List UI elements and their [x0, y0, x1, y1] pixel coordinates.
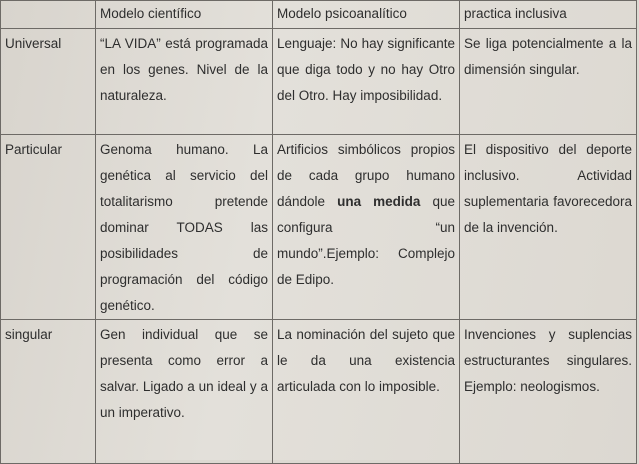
- cell-text-before: Artificios simbólicos propios de cada grupo humano dándole: [277, 142, 455, 209]
- table-row: [1, 135, 637, 320]
- header-modelo-psicoanalitico: Modelo psicoanalítico: [273, 1, 460, 29]
- header-modelo-cientifico: Modelo científico: [96, 1, 273, 29]
- header-row: [1, 1, 637, 29]
- row-label-particular: Particular: [1, 135, 96, 320]
- cell-singular-inclusiva: Invenciones y suplencias estructurantes singulares. Ejemplo: neologismos.: [460, 320, 637, 464]
- cell-singular-cientifico: Gen individual que se presenta como error a salvar. Ligado a un ideal y a un imperativo.: [96, 320, 273, 464]
- cell-text-after: que configura “un mundo”.Ejemplo: Complejo de Edipo.: [277, 194, 455, 287]
- bold-emphasis: una medida: [337, 194, 421, 209]
- header-practica-inclusiva: practica inclusiva: [460, 1, 637, 29]
- cell-universal-psicoanalitico: Lenguaje: No hay significante que diga todo y no hay Otro del Otro. Hay imposibilidad.: [273, 29, 460, 135]
- cell-particular-inclusiva: El dispositivo del deporte inclusivo. Actividad suplementaria favorecedora de la invención.: [460, 135, 637, 320]
- cell-universal-inclusiva: Se liga potencialmente a la dimensión singular.: [460, 29, 637, 135]
- cell-particular-cientifico: Genoma humano. La genética al servicio del totalitarismo pretende dominar TODAS las posibilidades de programación del código genético.: [96, 135, 273, 320]
- corner-cell: [1, 1, 96, 29]
- cell-universal-cientifico: “LA VIDA” está programada en los genes. Nivel de la naturaleza.: [96, 29, 273, 135]
- row-label-universal: Universal: [1, 29, 96, 135]
- cell-singular-psicoanalitico: La nominación del sujeto que le da una existencia articulada con lo imposible.: [273, 320, 460, 464]
- row-label-singular: singular: [1, 320, 96, 464]
- table-row: [1, 320, 637, 464]
- table-row: [1, 29, 637, 135]
- cell-particular-psicoanalitico: [273, 135, 460, 320]
